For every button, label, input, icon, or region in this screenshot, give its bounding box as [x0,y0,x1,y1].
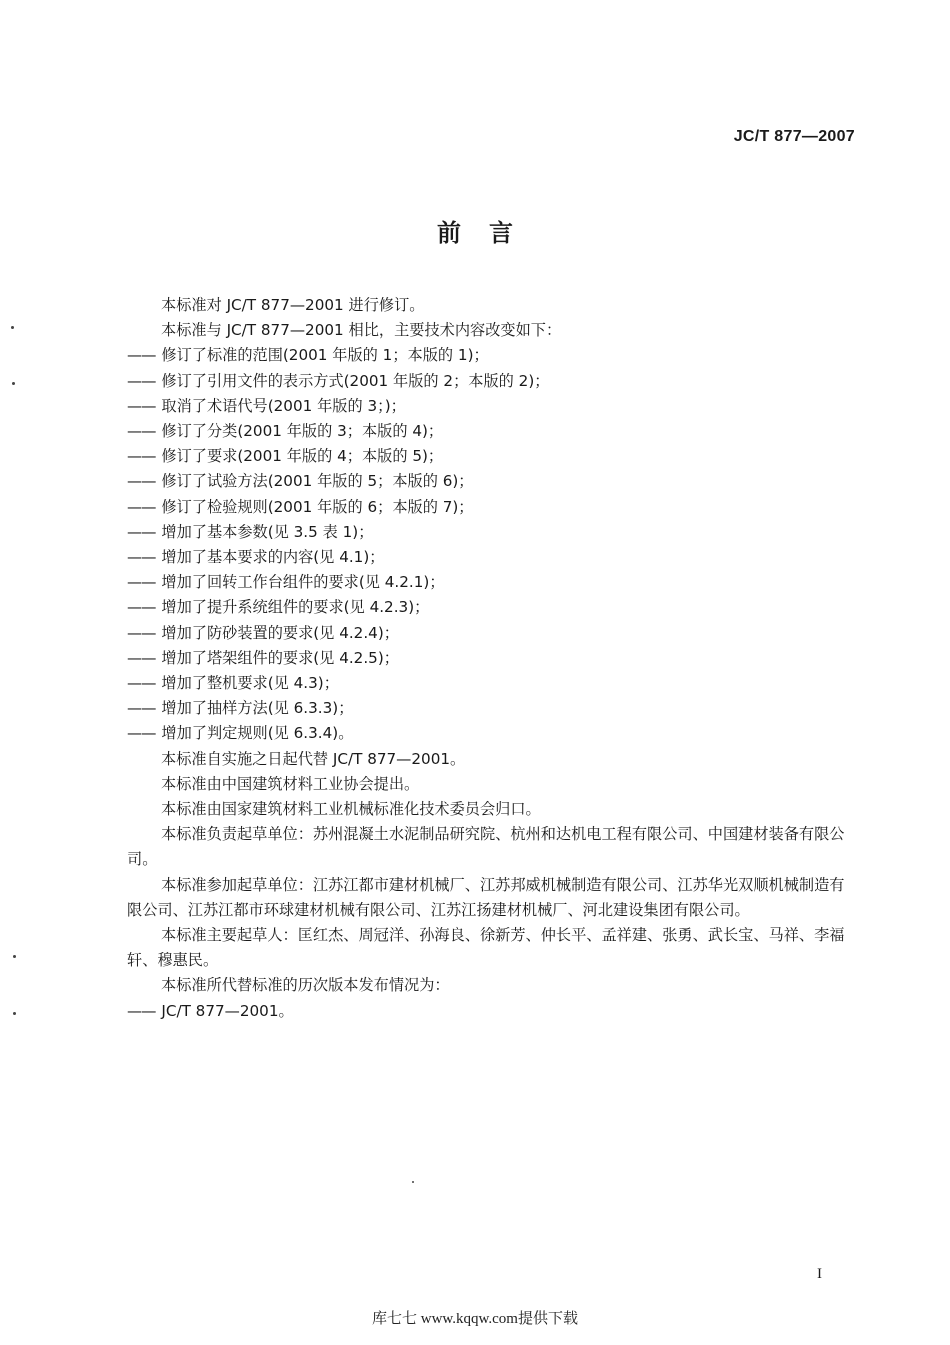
dash-marker: —— [127,447,156,466]
list-item-text: 增加了塔架组件的要求(见 4.2.5)； [161,648,399,667]
list-item [127,595,857,620]
scan-speck [13,1012,16,1015]
page-title: 前言 [437,219,541,247]
dash-marker: —— [127,472,156,491]
standard-code: JC/T 877—2007 [733,128,855,145]
history-item-text: JC/T 877—2001。 [161,1001,294,1020]
dash-marker: —— [127,1001,156,1020]
change-list [127,343,857,746]
list-item-text: 增加了判定规则(见 6.3.4)。 [161,724,354,743]
list-item [127,495,857,520]
dash-marker: —— [127,346,156,365]
list-item [127,671,857,696]
paragraph: 本标准主要起草人：匡红杰、周冠洋、孙海良、徐新芳、仲长平、孟祥建、张勇、武长宝、马祥、李福轩、穆惠民。 [127,926,845,970]
list-item-text: 增加了提升系统组件的要求(见 4.2.3)； [161,598,430,617]
paragraph: 本标准所代替标准的历次版本发布情况为： [161,976,450,995]
list-item [127,621,857,646]
list-item-text: 修订了引用文件的表示方式(2001 年版的 2；本版的 2)； [161,371,550,390]
list-item-text: 修订了标准的范围(2001 年版的 1；本版的 1)； [161,346,489,365]
list-item-text: 增加了基本参数(见 3.5 表 1)； [161,522,374,541]
list-item-text: 增加了基本要求的内容(见 4.1)； [161,548,385,567]
list-item-text: 增加了整机要求(见 4.3)； [161,674,339,693]
list-item-text: 修订了检验规则(2001 年版的 6；本版的 7)； [161,497,474,516]
dash-marker: —— [127,648,156,667]
scan-speck [412,1181,414,1183]
foreword-body [127,293,857,1024]
dash-marker: —— [127,396,156,415]
list-item-text: 增加了抽样方法(见 6.3.3)； [161,699,354,718]
list-item-text: 修订了试验方法(2001 年版的 5；本版的 6)； [161,472,474,491]
dash-marker: —— [127,598,156,617]
dash-marker: —— [127,623,156,642]
paragraph: 本标准对 JC/T 877—2001 进行修订。 [161,296,425,314]
list-item [127,570,857,595]
list-item [127,394,857,419]
dash-marker: —— [127,497,156,516]
list-item [127,444,857,469]
list-item [127,721,857,746]
list-item-text: 取消了术语代号(2001 年版的 3；)； [161,396,406,415]
paragraph: 本标准负责起草单位：苏州混凝土水泥制品研究院、杭州和达机电工程有限公司、中国建材装备有限公司。 [127,825,845,869]
paragraph: 本标准自实施之日起代替 JC/T 877—2001。 [161,749,466,768]
list-item [127,419,857,444]
dash-marker: —— [127,522,156,541]
list-item [127,545,857,570]
list-item [127,696,857,721]
paragraph: 本标准与 JC/T 877—2001 相比，主要技术内容改变如下： [161,321,562,340]
list-item [127,646,857,671]
list-item [127,369,857,394]
scan-speck [12,382,15,385]
dash-marker: —— [127,548,156,567]
paragraph: 本标准由中国建筑材料工业协会提出。 [161,774,420,793]
history-item [127,999,857,1024]
list-item [127,469,857,494]
footer-watermark: 库七七 www.kqqw.com提供下载 [372,1311,578,1327]
list-item-text: 增加了防砂装置的要求(见 4.2.4)； [161,623,399,642]
dash-marker: —— [127,724,156,743]
dash-marker: —— [127,371,156,390]
dash-marker: —— [127,674,156,693]
paragraph: 本标准由国家建筑材料工业机械标准化技术委员会归口。 [161,800,541,819]
paragraph: 本标准参加起草单位：江苏江都市建材机械厂、江苏邦威机械制造有限公司、江苏华光双顺机械制造有限公司、江苏江都市环球建材机械有限公司、江苏江扬建材机械厂、河北建设集团有限公司。 [127,875,845,919]
dash-marker: —— [127,422,156,441]
list-item-text: 修订了要求(2001 年版的 4；本版的 5)； [161,447,444,466]
page-number: I [817,1266,822,1282]
list-item [127,520,857,545]
list-item-text: 增加了回转工作台组件的要求(见 4.2.1)； [161,573,445,592]
scan-speck [13,955,16,958]
list-item-text: 修订了分类(2001 年版的 3；本版的 4)； [161,422,444,441]
dash-marker: —— [127,699,156,718]
list-item [127,343,857,368]
scan-speck [11,326,14,329]
dash-marker: —— [127,573,156,592]
